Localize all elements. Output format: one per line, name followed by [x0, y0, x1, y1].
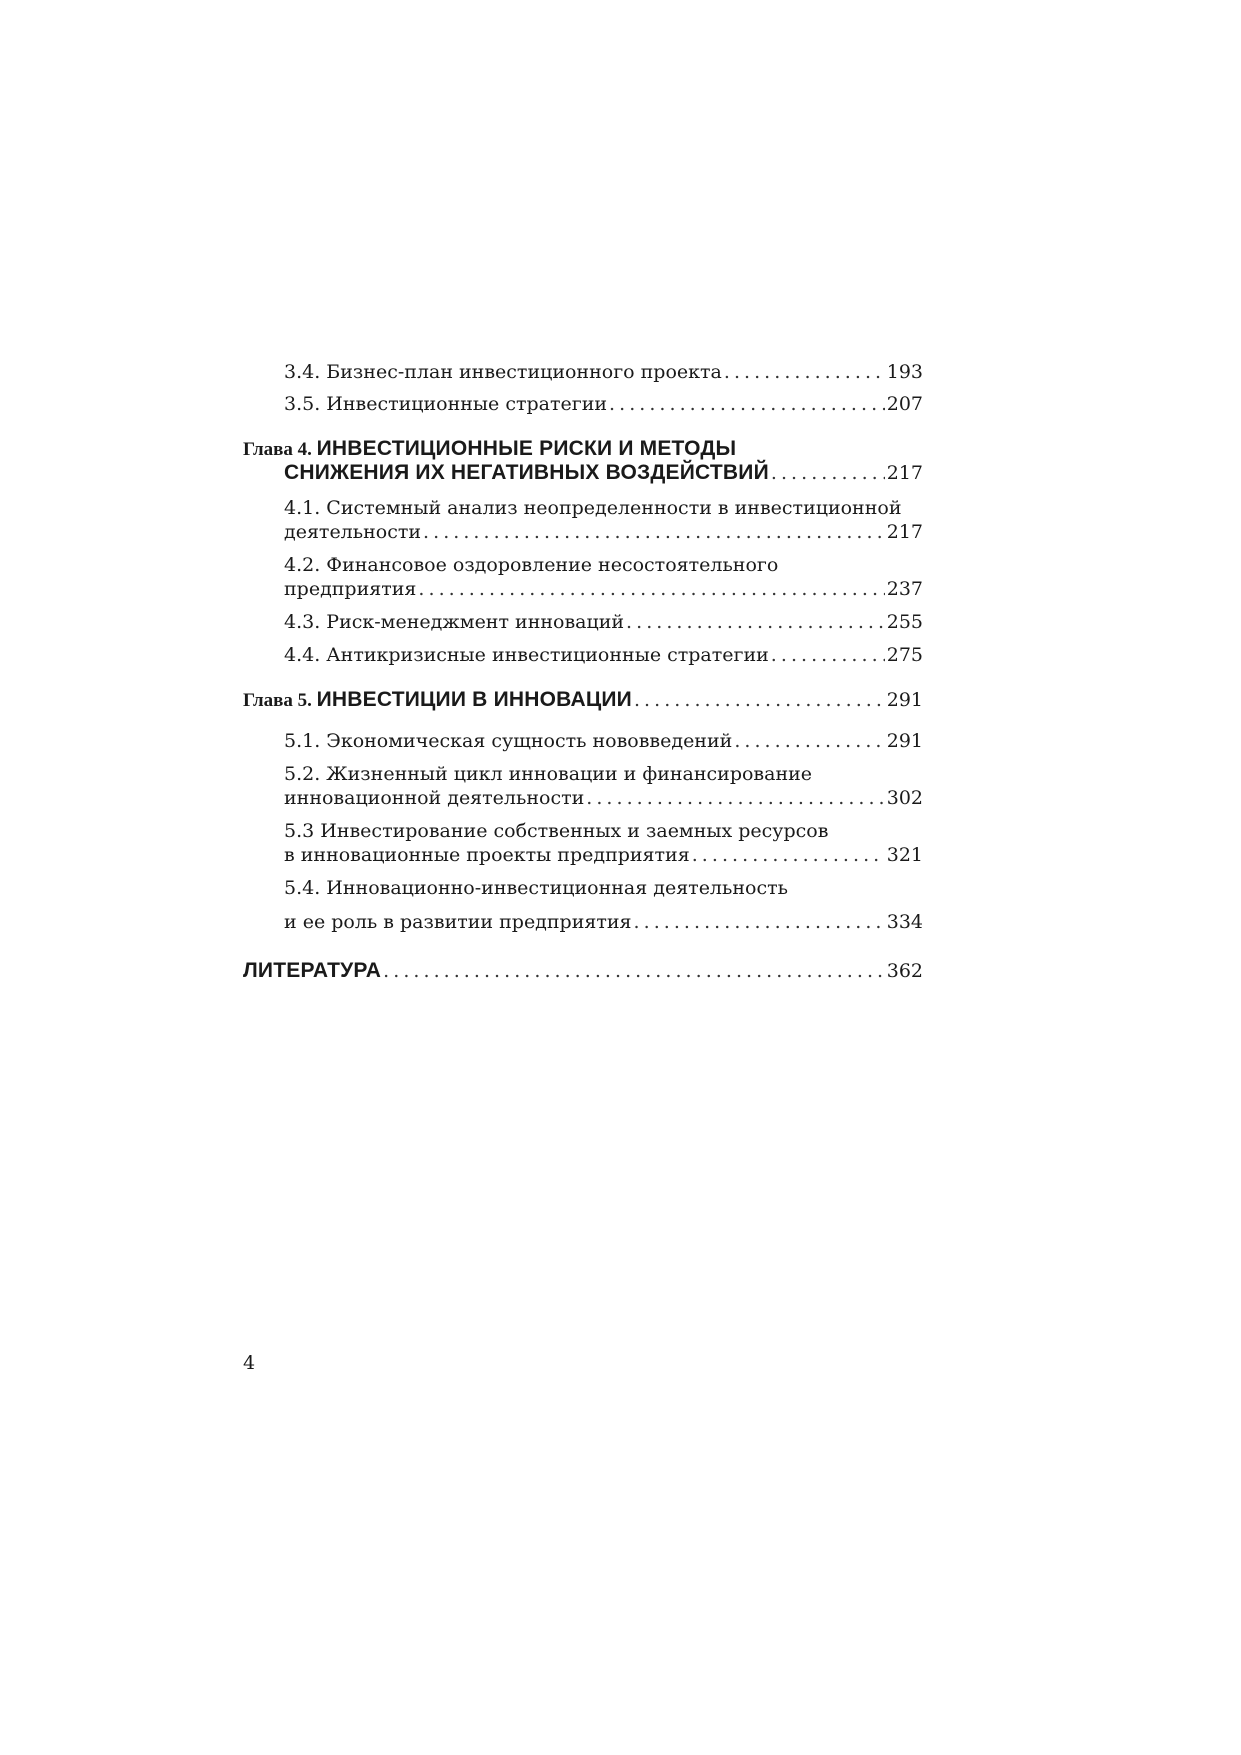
toc-entry-4-4 — [284, 643, 923, 667]
toc-entry-title: и ее роль в развитии предприятия — [284, 911, 632, 933]
table-of-contents — [243, 360, 923, 983]
chapter-label: Глава 4. — [243, 439, 317, 460]
toc-entry-title-line2 — [284, 577, 923, 601]
chapter-heading-line2 — [284, 461, 923, 485]
toc-entry-title-line1: 5.4. Инновационно-инвестиционная деятельность — [284, 877, 788, 899]
toc-entry-title: деятельности — [284, 521, 422, 543]
toc-entry-page: 255 — [886, 611, 923, 633]
toc-chapter-4 — [243, 437, 923, 485]
toc-entry-5-1 — [284, 729, 923, 753]
toc-entry-page: 362 — [886, 960, 923, 982]
chapter-title: ИНВЕСТИЦИИ В ИННОВАЦИИ — [316, 688, 632, 711]
toc-entry-5-4 — [243, 876, 923, 934]
toc-entry-4-1 — [243, 496, 923, 544]
toc-entry-title: предприятия — [284, 578, 417, 600]
toc-entry-3-5 — [284, 392, 923, 416]
toc-entry-title-line2 — [284, 786, 923, 810]
toc-entry-title-line2 — [284, 520, 923, 544]
chapter-heading — [243, 688, 632, 713]
chapter-title: СНИЖЕНИЯ ИХ НЕГАТИВНЫХ ВОЗДЕЙСТВИЙ — [284, 461, 769, 484]
toc-entry-3-4 — [284, 360, 923, 384]
dot-leader — [734, 729, 884, 753]
toc-entry-page: 217 — [886, 521, 923, 543]
dot-leader — [609, 392, 885, 416]
toc-entry-4-3 — [284, 610, 923, 634]
toc-entry-page: 275 — [886, 644, 923, 666]
dot-leader — [634, 910, 885, 934]
dot-leader — [586, 786, 884, 810]
dot-leader — [423, 520, 885, 544]
dot-leader — [383, 959, 885, 983]
toc-entry-title: ЛИТЕРАТУРА — [243, 959, 382, 982]
toc-entry-page: 193 — [886, 361, 923, 383]
toc-entry-title: 5.1. Экономическая сущность нововведений — [284, 730, 733, 752]
toc-entry-page: 321 — [886, 844, 923, 866]
chapter-heading-line1 — [243, 437, 923, 461]
chapter-title: ИНВЕСТИЦИОННЫЕ РИСКИ И МЕТОДЫ — [316, 437, 737, 460]
toc-entry-title: 3.5. Инвестиционные стратегии — [284, 393, 608, 415]
dot-leader — [634, 688, 885, 712]
toc-entry-5-3 — [243, 819, 923, 867]
dot-leader — [692, 843, 885, 867]
toc-entry-page: 291 — [886, 730, 923, 752]
toc-chapter-5 — [243, 688, 923, 712]
dot-leader — [418, 577, 884, 601]
dot-leader — [771, 643, 885, 667]
dot-leader — [626, 610, 885, 634]
toc-entry-title-line2 — [284, 843, 923, 867]
toc-entry-title-line1: 5.2. Жизненный цикл инновации и финансирование — [284, 763, 813, 785]
dot-leader — [771, 461, 885, 485]
toc-entry-title: инновационной деятельности — [284, 787, 585, 809]
toc-entry-5-2 — [243, 762, 923, 810]
toc-entry-title: 4.4. Антикризисные инвестиционные стратегии — [284, 644, 769, 666]
toc-entry-title-line2 — [284, 910, 923, 934]
toc-entry-title-line1: 4.2. Финансовое оздоровление несостоятельного — [284, 554, 779, 576]
toc-entry-literature — [243, 959, 923, 983]
toc-entry-page: 207 — [886, 393, 923, 415]
toc-entry-title: 4.3. Риск-менеджмент инноваций — [284, 611, 625, 633]
toc-entry-title-line1: 5.3 Инвестирование собственных и заемных ресурсов — [284, 820, 829, 842]
toc-entry-4-2 — [243, 553, 923, 601]
toc-entry-title: 3.4. Бизнес-план инвестиционного проекта — [284, 361, 722, 383]
toc-entry-page: 291 — [886, 689, 923, 711]
page-number: 4 — [243, 1352, 256, 1374]
toc-entry-title-line1: 4.1. Системный анализ неопределенности в инвестиционной — [284, 497, 902, 519]
toc-entry-title: в инновационные проекты предприятия — [284, 844, 690, 866]
toc-entry-page: 237 — [886, 578, 923, 600]
toc-entry-page: 302 — [886, 787, 923, 809]
toc-entry-page: 217 — [886, 462, 923, 484]
dot-leader — [724, 360, 885, 384]
chapter-label: Глава 5. — [243, 690, 317, 711]
toc-entry-page: 334 — [886, 911, 923, 933]
